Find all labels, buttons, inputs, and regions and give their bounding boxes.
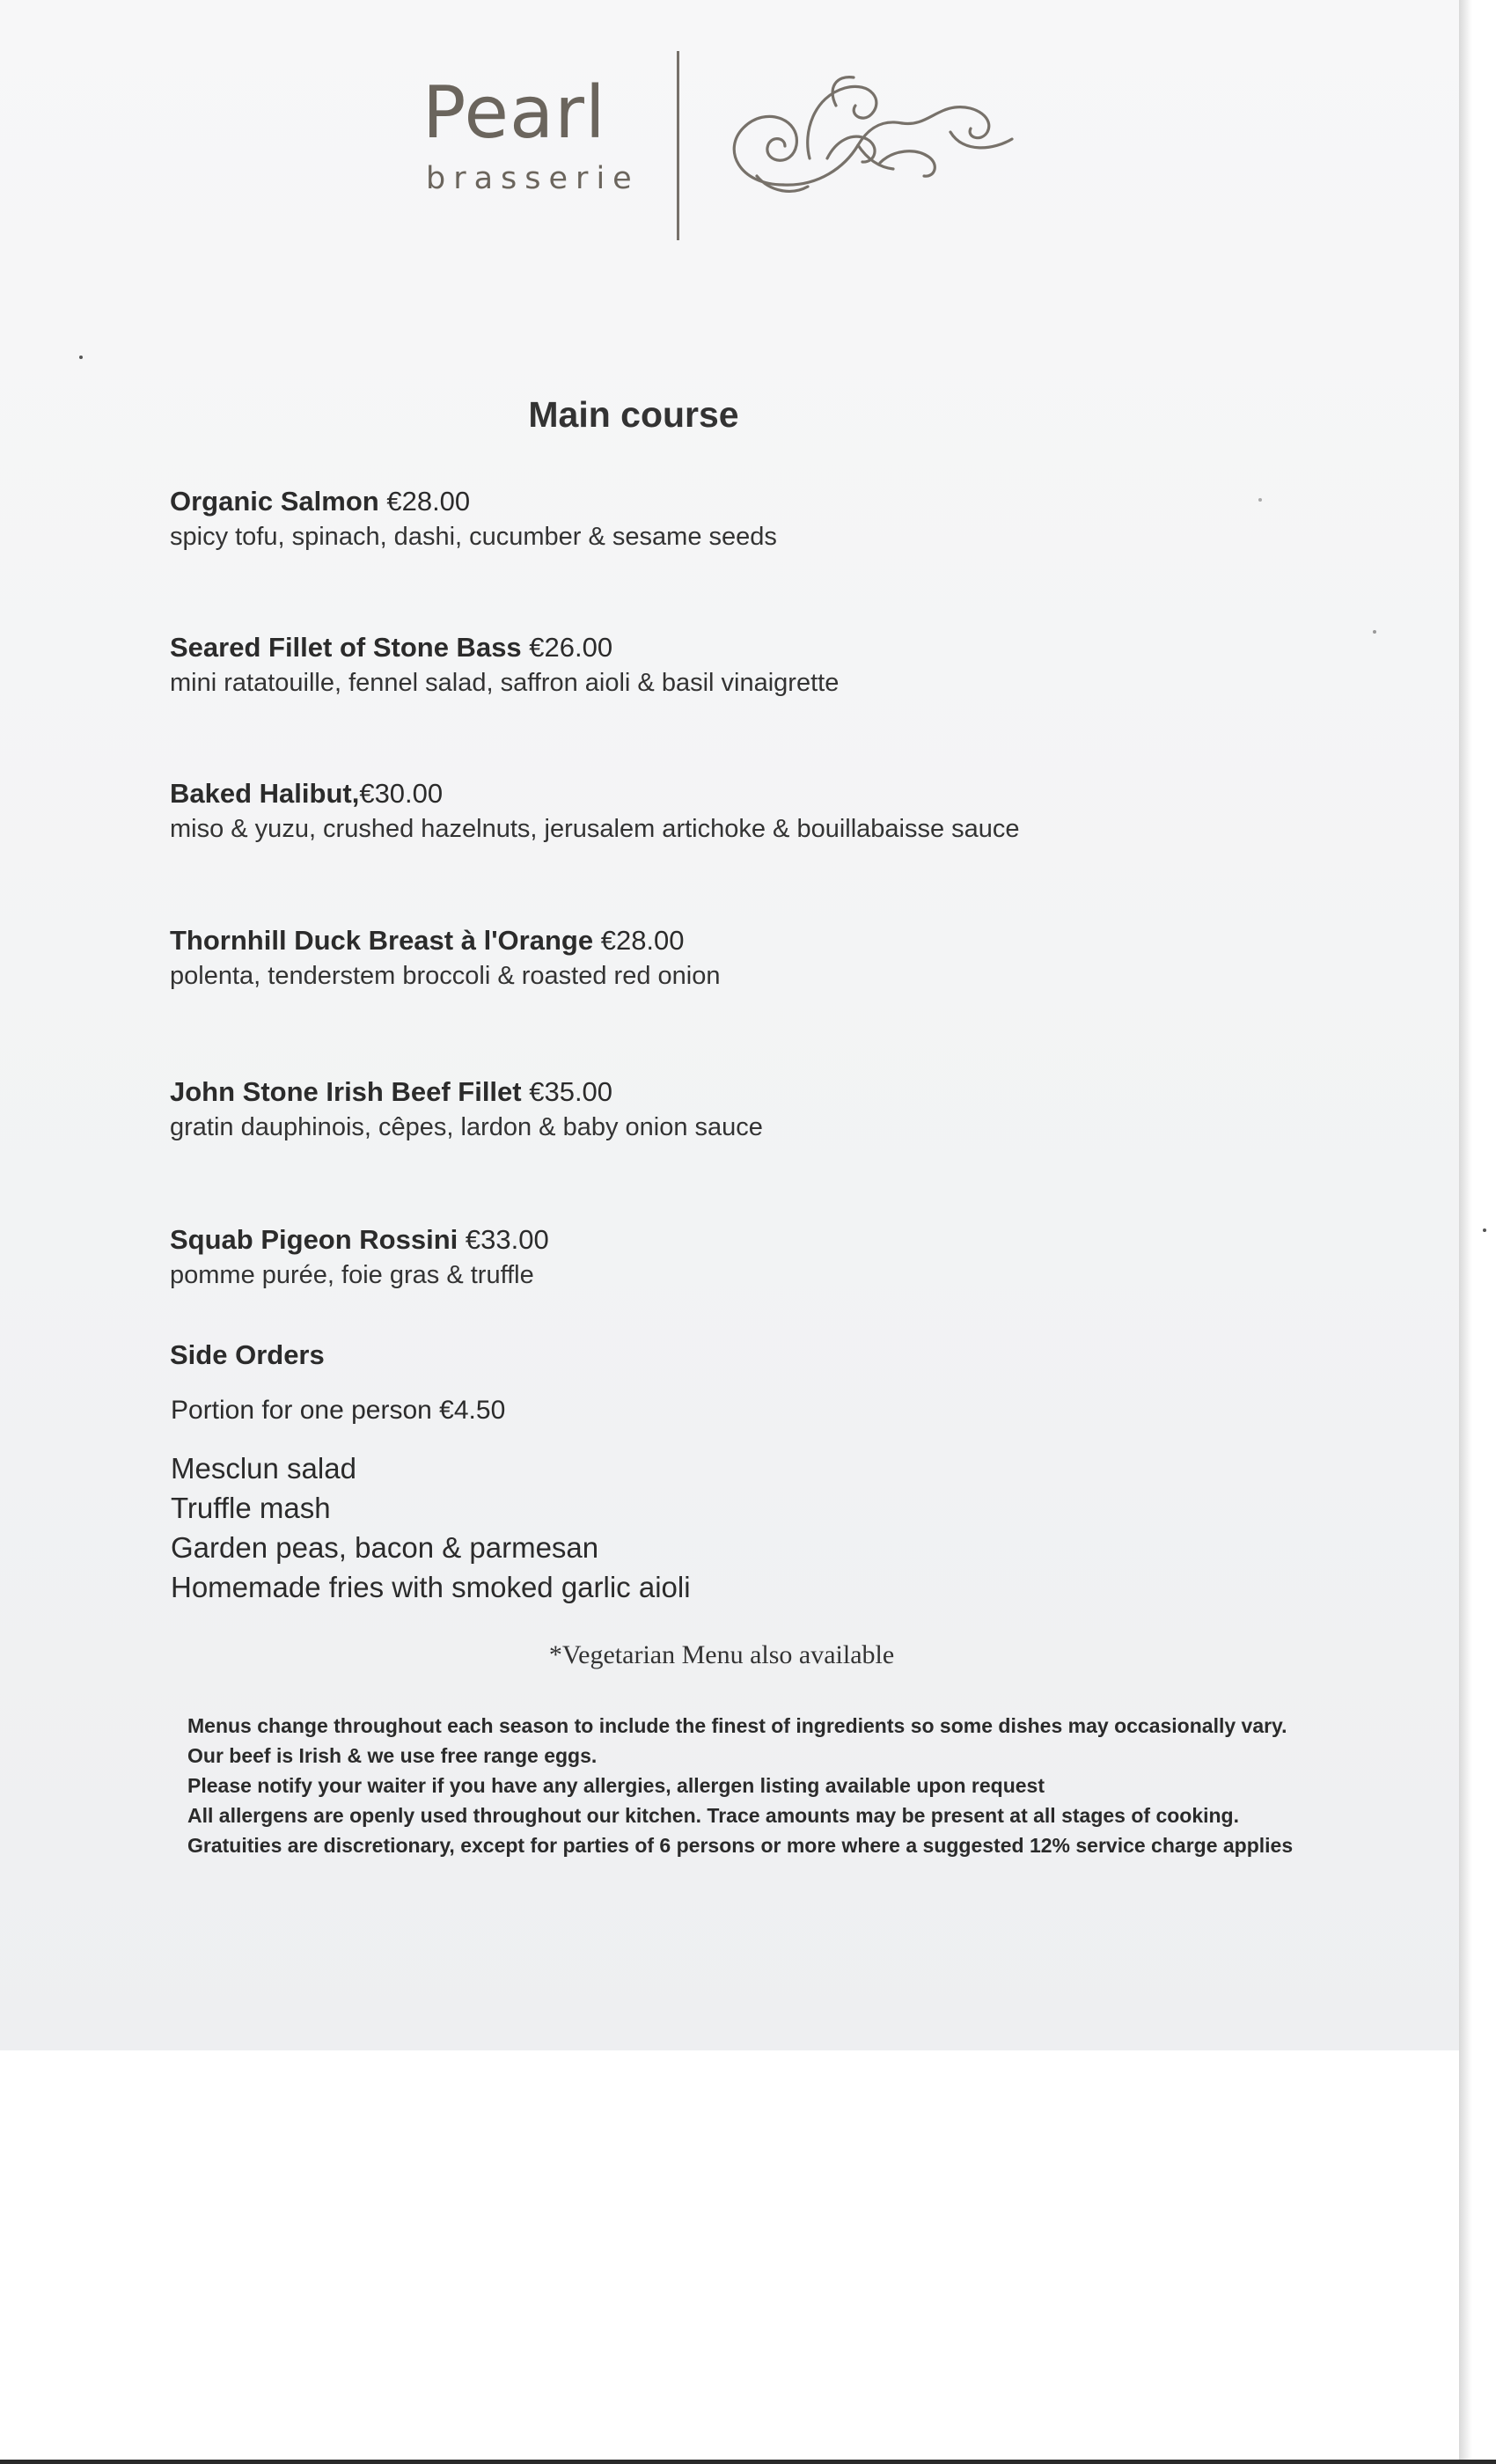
dish-name: Seared Fillet of Stone Bass: [170, 632, 522, 663]
fine-print-line: Menus change throughout each season to include the finest of ingredients so some dishes may occasionally vary.: [187, 1714, 1287, 1737]
page-title: Main course: [528, 394, 739, 435]
fine-print-line: Gratuities are discretionary, except for parties of 6 persons or more where a suggested 12% service charge applies: [187, 1834, 1294, 1857]
dish-description: mini ratatouille, fennel salad, saffron aioli & basil vinaigrette: [170, 669, 840, 697]
scan-speck: [1483, 1228, 1486, 1232]
side-order-item: Truffle mash: [171, 1492, 331, 1524]
dish-price: €35.00: [521, 1076, 613, 1107]
paper-edge: [1459, 0, 1496, 2464]
dish-name: Organic Salmon: [170, 486, 379, 517]
dish-item: [170, 923, 1314, 994]
dish-description: pomme purée, foie gras & truffle: [170, 1261, 534, 1289]
side-orders-portion: Portion for one person €4.50: [171, 1396, 506, 1425]
dish-description: gratin dauphinois, cêpes, lardon & baby onion sauce: [170, 1113, 763, 1141]
dish-name: Thornhill Duck Breast à l'Orange: [170, 925, 594, 956]
side-order-item: Mesclun salad: [171, 1452, 356, 1485]
dish-item: [170, 484, 1314, 554]
fine-print-line: Our beef is Irish & we use free range eggs.: [187, 1744, 598, 1767]
scan-speck: [79, 356, 83, 359]
vegetarian-note: *Vegetarian Menu also available: [548, 1640, 895, 1669]
dish-item: [170, 630, 1314, 700]
dish-price: €33.00: [458, 1224, 549, 1255]
dish-description: polenta, tenderstem broccoli & roasted red onion: [170, 962, 721, 990]
side-order-item: Homemade fries with smoked garlic aioli: [171, 1571, 691, 1603]
dish-name: Baked Halibut,: [170, 778, 360, 809]
side-orders-list: [171, 1448, 691, 1607]
scan-speck: [1258, 498, 1262, 502]
logo-divider: [677, 51, 679, 240]
dish-item: [170, 1222, 1314, 1293]
dish-name: Squab Pigeon Rossini: [170, 1224, 458, 1255]
side-orders-heading: Side Orders: [170, 1339, 325, 1370]
fine-print-line: Please notify your waiter if you have any allergies, allergen listing available upon request: [187, 1774, 1045, 1797]
fine-print: [187, 1711, 1293, 1860]
dish-item: [170, 1074, 1314, 1145]
fine-print-line: All allergens are openly used throughout our kitchen. Trace amounts may be present at all stages of cooking.: [187, 1804, 1240, 1827]
dish-description: spicy tofu, spinach, dashi, cucumber & sesame seeds: [170, 523, 777, 551]
side-order-item: Garden peas, bacon & parmesan: [171, 1531, 599, 1564]
brand-logo: [0, 0, 1496, 264]
dish-item: [170, 776, 1314, 847]
dish-price: €26.00: [521, 632, 613, 663]
dish-price: €30.00: [359, 778, 444, 809]
dish-price: €28.00: [593, 925, 685, 956]
dish-name: John Stone Irish Beef Fillet: [170, 1076, 522, 1107]
logo-subtitle: brasserie: [426, 161, 640, 196]
dish-description: miso & yuzu, crushed hazelnuts, jerusalem artichoke & bouillabaisse sauce: [170, 815, 1020, 843]
scan-speck: [1373, 630, 1376, 634]
logo-name: Pearl: [422, 71, 606, 155]
dish-price: €28.00: [378, 486, 471, 517]
ornament-icon: [704, 70, 1021, 211]
page-border: [0, 2460, 1496, 2464]
